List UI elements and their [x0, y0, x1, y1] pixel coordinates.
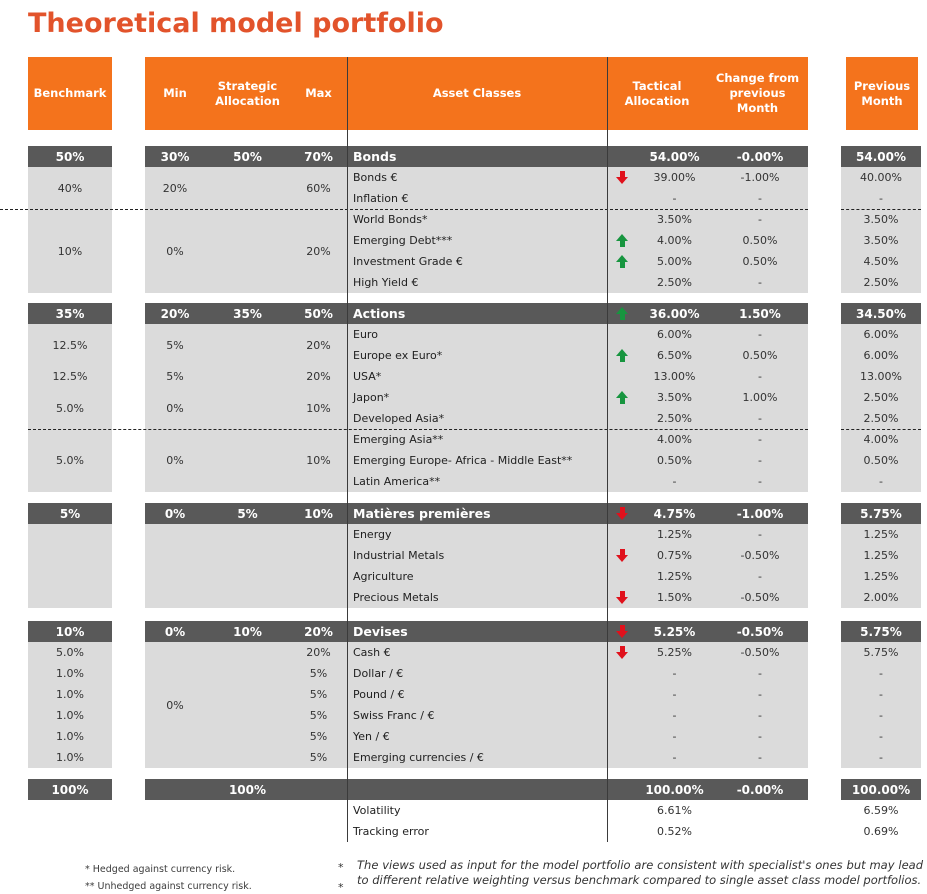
- asset-label: World Bonds*: [353, 213, 428, 226]
- previous-value: 1.25%: [841, 524, 921, 545]
- asset-label: Emerging currencies / €: [353, 751, 484, 764]
- section-dashed-divider: [28, 429, 808, 430]
- asset-row: [347, 366, 808, 387]
- section-name: Matières premières: [353, 506, 491, 521]
- section-tactical: 4.75%: [653, 506, 696, 521]
- asset-row: [347, 188, 808, 209]
- change-value: -: [758, 213, 762, 226]
- asset-label: Precious Metals: [353, 591, 439, 604]
- tactical-value: -: [672, 475, 677, 488]
- benchmark-section-total: 5%: [28, 503, 112, 524]
- header-max: Max: [305, 86, 332, 101]
- previous-value: 4.50%: [841, 251, 921, 272]
- asset-label: Dollar / €: [353, 667, 404, 680]
- arrow-shaft: [620, 398, 625, 404]
- change-value: 0.50%: [742, 349, 778, 362]
- tactical-value: 0.50%: [657, 454, 692, 467]
- down-arrow-icon: [616, 549, 629, 562]
- arrow-cell: [607, 171, 637, 184]
- strategic-column: [205, 524, 290, 608]
- footnote-marker-1: *: [338, 861, 344, 874]
- section-max: 10%: [304, 506, 333, 521]
- arrow-shaft: [620, 314, 625, 320]
- arrow-head: [616, 177, 628, 184]
- section-max: 50%: [304, 306, 333, 321]
- header-previous-month: Previous Month: [846, 57, 918, 130]
- previous-value: 2.50%: [841, 387, 921, 408]
- max-value: 60%: [290, 167, 347, 209]
- asset-label: Japon*: [353, 391, 390, 404]
- asset-row: [347, 663, 808, 684]
- asset-row: [347, 642, 808, 663]
- tactical-value: 2.50%: [657, 276, 692, 289]
- benchmark-section-3: [28, 621, 112, 768]
- asset-label: Emerging Asia**: [353, 433, 444, 446]
- previous-value: -: [841, 471, 921, 492]
- arrow-head: [616, 631, 628, 638]
- min-value: 5%: [145, 324, 205, 366]
- arrow-head: [616, 652, 628, 659]
- arrow-head: [616, 391, 628, 398]
- header-main: [145, 57, 808, 130]
- max-column: [290, 324, 347, 492]
- section-min: 0%: [164, 624, 186, 639]
- previous-section-total: 54.00%: [841, 146, 921, 167]
- max-value: 5%: [290, 684, 347, 705]
- arrow-shaft: [620, 262, 625, 268]
- benchmark-section-total: 50%: [28, 146, 112, 167]
- section-arrow-cell: [607, 625, 637, 638]
- previous-section-total: 5.75%: [841, 621, 921, 642]
- asset-row: [347, 471, 808, 492]
- strategic-column: [205, 324, 290, 492]
- benchmark-value: 1.0%: [28, 747, 112, 768]
- header-strategic-allocation: Strategic Allocation: [215, 78, 280, 108]
- benchmark-section-0: [28, 146, 112, 293]
- asset-label: Energy: [353, 528, 392, 541]
- arrow-head: [616, 555, 628, 562]
- asset-rows: [347, 524, 808, 608]
- asset-row: [347, 251, 808, 272]
- previous-value: -: [841, 705, 921, 726]
- section-body: [145, 642, 808, 768]
- tracking-error-row: [145, 821, 808, 842]
- previous-section-3: [841, 621, 921, 768]
- section-max: 70%: [304, 149, 333, 164]
- benchmark-value: 1.0%: [28, 663, 112, 684]
- asset-label: Bonds €: [353, 171, 398, 184]
- max-value: 5%: [290, 705, 347, 726]
- section-change: -1.00%: [736, 506, 784, 521]
- tactical-value: -: [672, 667, 677, 680]
- benchmark-value: 12.5%: [28, 324, 112, 366]
- benchmark-value: 5.0%: [28, 429, 112, 492]
- asset-label: Agriculture: [353, 570, 414, 583]
- tactical-value: 39.00%: [653, 171, 696, 184]
- benchmark-value: 1.0%: [28, 726, 112, 747]
- benchmark-value: 1.0%: [28, 684, 112, 705]
- section-mati-res-premi-res: [145, 503, 808, 608]
- arrow-cell: [607, 591, 637, 604]
- min-column: [145, 642, 205, 768]
- arrow-shaft: [620, 241, 625, 247]
- header-asset-classes: Asset Classes: [432, 86, 522, 101]
- tactical-value: -: [672, 730, 677, 743]
- asset-row: [347, 230, 808, 251]
- min-column: [145, 524, 205, 608]
- header-benchmark-label: Benchmark: [33, 86, 107, 101]
- section-dashed-divider-previous: [841, 209, 921, 210]
- previous-value: 6.00%: [841, 324, 921, 345]
- asset-label: Industrial Metals: [353, 549, 445, 562]
- header-tactical-allocation: Tactical Allocation: [624, 78, 690, 108]
- max-value: 5%: [290, 663, 347, 684]
- arrow-cell: [607, 349, 637, 362]
- footnote-marker-2: *: [338, 881, 344, 894]
- up-arrow-icon: [616, 234, 629, 247]
- tactical-value: -: [672, 192, 677, 205]
- header-change-from-previous-month: Change from previous Month: [715, 71, 800, 115]
- tactical-value: 6.50%: [657, 349, 692, 362]
- arrow-cell: [607, 255, 637, 268]
- asset-rows: [347, 324, 808, 492]
- down-arrow-icon: [616, 171, 629, 184]
- tactical-value: 5.00%: [657, 255, 692, 268]
- asset-label: High Yield €: [353, 276, 419, 289]
- change-value: -: [758, 370, 762, 383]
- section-devises: [145, 621, 808, 768]
- previous-value: 3.50%: [841, 209, 921, 230]
- down-arrow-icon: [616, 591, 629, 604]
- asset-label: USA*: [353, 370, 382, 383]
- previous-value: 5.75%: [841, 642, 921, 663]
- asset-row: [347, 705, 808, 726]
- section-header-row: [145, 303, 808, 324]
- footnote-unhedged: ** Unhedged against currency risk.: [85, 881, 252, 892]
- change-value: -: [758, 433, 762, 446]
- section-body: [145, 167, 808, 293]
- asset-row: [347, 387, 808, 408]
- previous-value: -: [841, 663, 921, 684]
- change-value: -: [758, 570, 762, 583]
- previous-value: -: [841, 726, 921, 747]
- arrow-head: [616, 513, 628, 520]
- max-value: 10%: [290, 429, 347, 492]
- previous-value: 2.00%: [841, 587, 921, 608]
- change-value: -: [758, 328, 762, 341]
- arrow-head: [616, 307, 628, 314]
- tactical-value: 5.25%: [657, 646, 692, 659]
- min-value: 0%: [145, 387, 205, 429]
- asset-label: Emerging Europe- Africa - Middle East**: [353, 454, 573, 467]
- tactical-value: -: [672, 751, 677, 764]
- change-value: -: [758, 709, 762, 722]
- benchmark-value: 10%: [28, 209, 112, 293]
- change-value: -: [758, 528, 762, 541]
- section-change: -0.00%: [736, 149, 784, 164]
- strategic-column: [205, 167, 290, 293]
- previous-value: 3.50%: [841, 230, 921, 251]
- arrow-cell: [607, 234, 637, 247]
- up-arrow-icon: [616, 391, 629, 404]
- up-arrow-icon: [616, 349, 629, 362]
- section-tactical: 36.00%: [649, 306, 700, 321]
- tactical-value: 4.00%: [657, 433, 692, 446]
- asset-row: [347, 726, 808, 747]
- volatility-previous: 6.59%: [863, 804, 899, 817]
- benchmark-value: 1.0%: [28, 705, 112, 726]
- previous-section-total: 34.50%: [841, 303, 921, 324]
- section-dashed-divider: [0, 209, 808, 210]
- section-body: [145, 524, 808, 608]
- previous-value: 6.00%: [841, 345, 921, 366]
- asset-label: Swiss Franc / €: [353, 709, 435, 722]
- tactical-value: 2.50%: [657, 412, 692, 425]
- volatility-tactical: 6.61%: [657, 804, 692, 817]
- previous-section-1: [841, 303, 921, 492]
- asset-row: [347, 324, 808, 345]
- asset-label: Euro: [353, 328, 378, 341]
- tactical-value: 6.00%: [657, 328, 692, 341]
- section-strategic: 35%: [233, 306, 262, 321]
- asset-label: Developed Asia*: [353, 412, 445, 425]
- min-value: 5%: [145, 366, 205, 387]
- min-value: 0%: [145, 642, 205, 768]
- section-min: 20%: [160, 306, 190, 321]
- change-value: 1.00%: [742, 391, 778, 404]
- asset-label: Cash €: [353, 646, 391, 659]
- asset-label: Investment Grade €: [353, 255, 463, 268]
- asset-label: Latin America**: [353, 475, 441, 488]
- change-value: -: [758, 667, 762, 680]
- asset-row: [347, 209, 808, 230]
- asset-rows: [347, 167, 808, 293]
- asset-row: [347, 450, 808, 471]
- arrow-cell: [607, 549, 637, 562]
- asset-row: [347, 747, 808, 768]
- section-arrow-cell: [607, 507, 637, 520]
- asset-row: [347, 408, 808, 429]
- section-change: 1.50%: [739, 306, 781, 321]
- section-arrow-cell: [607, 307, 637, 320]
- tactical-value: 3.50%: [657, 391, 692, 404]
- change-value: -: [758, 730, 762, 743]
- tactical-value: 13.00%: [653, 370, 696, 383]
- section-min: 0%: [164, 506, 186, 521]
- benchmark-section-2: [28, 503, 112, 608]
- section-name: Devises: [353, 624, 408, 639]
- previous-value: 2.50%: [841, 408, 921, 429]
- section-header-row: [145, 146, 808, 167]
- asset-row: [347, 524, 808, 545]
- total-tactical: 100.00%: [645, 782, 704, 797]
- previous-value: 4.00%: [841, 429, 921, 450]
- tracking-error-tactical: 0.52%: [657, 825, 692, 838]
- asset-label: Europe ex Euro*: [353, 349, 443, 362]
- tactical-value: 1.25%: [657, 570, 692, 583]
- asset-label: Pound / €: [353, 688, 405, 701]
- previous-section-2: [841, 503, 921, 608]
- tactical-value: 4.00%: [657, 234, 692, 247]
- min-column: [145, 167, 205, 293]
- up-arrow-icon: [616, 255, 629, 268]
- change-value: -1.00%: [740, 171, 780, 184]
- section-name: Bonds: [353, 149, 397, 164]
- change-value: -0.50%: [740, 646, 780, 659]
- arrow-head: [616, 349, 628, 356]
- total-benchmark: 100%: [28, 779, 112, 800]
- footnote-views-note: The views used as input for the model portfolio are consistent with specialist's ones but may lead to different relative weighting versus benchmark compared to single asset class model portfolios.: [357, 858, 923, 887]
- footnote-hedged: * Hedged against currency risk.: [85, 864, 236, 875]
- max-value: 20%: [290, 642, 347, 663]
- change-value: -: [758, 276, 762, 289]
- previous-value: -: [841, 684, 921, 705]
- tactical-value: -: [672, 709, 677, 722]
- max-value: [290, 524, 347, 608]
- total-strategic: 100%: [228, 782, 267, 797]
- min-value: 0%: [145, 429, 205, 492]
- previous-section-total: 5.75%: [841, 503, 921, 524]
- asset-row: [347, 684, 808, 705]
- max-value: 5%: [290, 726, 347, 747]
- asset-row: [347, 587, 808, 608]
- header-min: Min: [163, 86, 187, 101]
- benchmark-section-1: [28, 303, 112, 492]
- min-value: 0%: [145, 209, 205, 293]
- max-value: 20%: [290, 209, 347, 293]
- section-bonds: [145, 146, 808, 293]
- previous-value: 2.50%: [841, 272, 921, 293]
- page-title: Theoretical model portfolio: [28, 8, 444, 39]
- volatility-row: [145, 800, 808, 821]
- section-max: 20%: [304, 624, 333, 639]
- previous-section-0: [841, 146, 921, 293]
- arrow-cell: [607, 646, 637, 659]
- change-value: -: [758, 454, 762, 467]
- change-value: -0.50%: [740, 549, 780, 562]
- section-body: [145, 324, 808, 492]
- asset-row: [347, 167, 808, 188]
- section-strategic: 10%: [233, 624, 262, 639]
- previous-value: -: [841, 747, 921, 768]
- total-change: -0.00%: [736, 782, 784, 797]
- section-strategic: 5%: [237, 506, 258, 521]
- section-header-row: [145, 621, 808, 642]
- max-value: 20%: [290, 366, 347, 387]
- up-arrow-icon: [616, 307, 629, 320]
- tactical-value: 1.25%: [657, 528, 692, 541]
- change-value: -: [758, 751, 762, 764]
- section-tactical: 5.25%: [653, 624, 696, 639]
- min-value: [145, 524, 205, 608]
- down-arrow-icon: [616, 507, 629, 520]
- min-value: 20%: [145, 167, 205, 209]
- benchmark-value: 5.0%: [28, 387, 112, 429]
- change-value: 0.50%: [742, 234, 778, 247]
- arrow-head: [616, 597, 628, 604]
- previous-value: 1.25%: [841, 545, 921, 566]
- previous-value: 40.00%: [841, 167, 921, 188]
- change-value: -: [758, 688, 762, 701]
- asset-label: Emerging Debt***: [353, 234, 453, 247]
- arrow-head: [616, 255, 628, 262]
- strategic-column: [205, 642, 290, 768]
- arrow-shaft: [620, 356, 625, 362]
- asset-label: Inflation €: [353, 192, 409, 205]
- asset-label: Yen / €: [353, 730, 390, 743]
- change-value: -: [758, 192, 762, 205]
- max-column: [290, 524, 347, 608]
- header-benchmark: [28, 57, 112, 130]
- section-actions: [145, 303, 808, 492]
- max-column: [290, 642, 347, 768]
- section-change: -0.50%: [736, 624, 784, 639]
- max-value: 5%: [290, 747, 347, 768]
- change-value: -: [758, 412, 762, 425]
- previous-value: 0.50%: [841, 450, 921, 471]
- min-column: [145, 324, 205, 492]
- section-min: 30%: [160, 149, 190, 164]
- asset-row: [347, 345, 808, 366]
- change-value: -: [758, 475, 762, 488]
- down-arrow-icon: [616, 646, 629, 659]
- column-divider-left: [347, 57, 348, 842]
- arrow-head: [616, 234, 628, 241]
- down-arrow-icon: [616, 625, 629, 638]
- benchmark-value: 5.0%: [28, 642, 112, 663]
- section-dashed-divider-previous: [841, 429, 921, 430]
- section-tactical: 54.00%: [649, 149, 700, 164]
- section-strategic: 50%: [233, 149, 262, 164]
- benchmark-value: 12.5%: [28, 366, 112, 387]
- tactical-value: -: [672, 688, 677, 701]
- benchmark-value: [28, 524, 112, 608]
- asset-row: [347, 545, 808, 566]
- volatility-label: Volatility: [353, 804, 401, 817]
- asset-row: [347, 272, 808, 293]
- footnote-hedging: [85, 861, 252, 894]
- column-divider-right: [607, 57, 608, 842]
- tracking-error-label: Tracking error: [353, 825, 429, 838]
- section-name: Actions: [353, 306, 406, 321]
- benchmark-section-total: 35%: [28, 303, 112, 324]
- tactical-value: 1.50%: [657, 591, 692, 604]
- asset-row: [347, 429, 808, 450]
- tracking-error-previous: 0.69%: [863, 825, 899, 838]
- benchmark-value: 40%: [28, 167, 112, 209]
- benchmark-section-total: 10%: [28, 621, 112, 642]
- max-column: [290, 167, 347, 293]
- change-value: 0.50%: [742, 255, 778, 268]
- max-value: 10%: [290, 387, 347, 429]
- tactical-value: 3.50%: [657, 213, 692, 226]
- total-row: [145, 779, 808, 800]
- arrow-cell: [607, 391, 637, 404]
- asset-row: [347, 566, 808, 587]
- previous-value: 13.00%: [841, 366, 921, 387]
- max-value: 20%: [290, 324, 347, 366]
- section-header-row: [145, 503, 808, 524]
- tactical-value: 0.75%: [657, 549, 692, 562]
- asset-rows: [347, 642, 808, 768]
- previous-value: -: [841, 188, 921, 209]
- total-previous-month: 100.00%: [841, 779, 921, 800]
- change-value: -0.50%: [740, 591, 780, 604]
- previous-value: 1.25%: [841, 566, 921, 587]
